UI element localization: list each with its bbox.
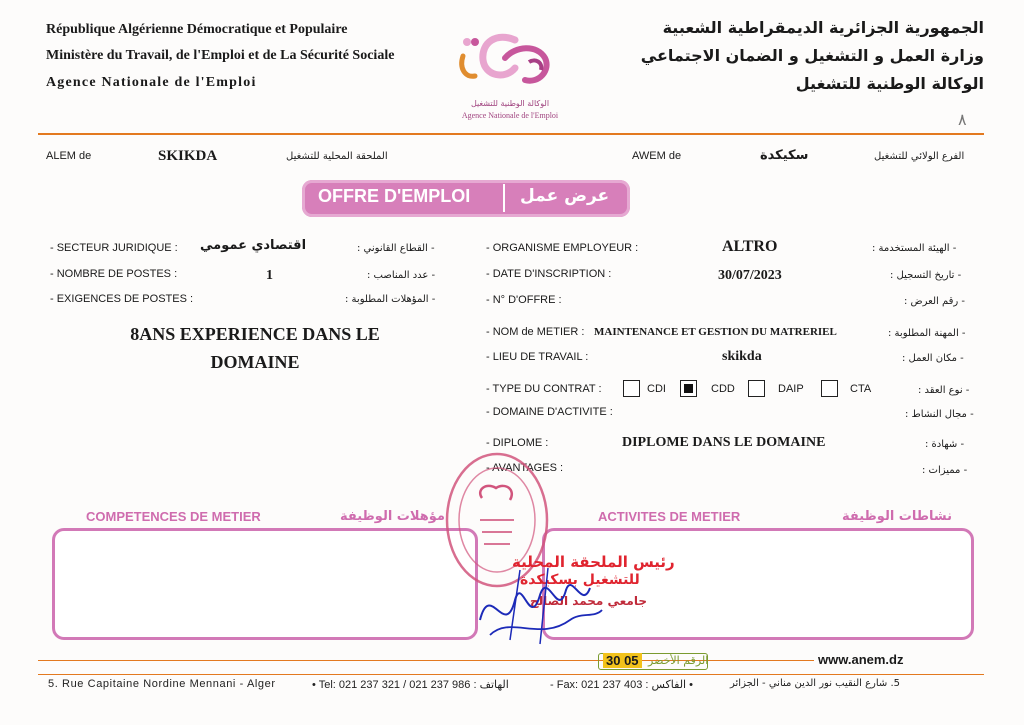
checkbox-daip[interactable] xyxy=(748,380,765,397)
header-fr-line2: Ministère du Travail, de l'Emploi et de La Sécurité Sociale xyxy=(46,48,395,63)
diplome-value: DIPLOME DANS LE DOMAINE xyxy=(622,435,826,450)
contrat-arabic-label: - نوع العقد : xyxy=(918,385,970,396)
activites-title-ar: نشاطات الوظيفة xyxy=(842,509,952,524)
header-divider xyxy=(38,133,984,135)
offre-label: - N° D'OFFRE : xyxy=(486,294,562,306)
footer-divider-2 xyxy=(38,674,984,675)
competences-title-fr: COMPETENCES DE METIER xyxy=(86,509,261,524)
checkbox-cdd[interactable] xyxy=(680,380,697,397)
secteur-arabic-label: - القطاع القانوني : xyxy=(357,243,435,254)
date-label: - DATE D'INSCRIPTION : xyxy=(486,268,612,280)
footer-tel: • Tel: 021 237 321 / 021 237 986 : الهاتف xyxy=(312,679,509,691)
header-ar-line2: وزارة العمل و التشغيل و الضمان الاجتماعي xyxy=(640,46,984,65)
header-fr-line1: République Algérienne Démocratique et Populaire xyxy=(46,22,348,37)
lieu-value: skikda xyxy=(722,349,762,364)
banner-divider xyxy=(503,184,505,212)
metier-value: MAINTENANCE ET GESTION DU MATRERIEL xyxy=(594,326,837,338)
activites-title-fr: ACTIVITES DE METIER xyxy=(598,509,741,524)
alem-label: ALEM de xyxy=(46,150,92,162)
corner-mark: ٨ xyxy=(958,110,967,129)
secteur-value: اقتصادي عمومي xyxy=(200,238,307,253)
green-number: 30 05 xyxy=(603,653,642,668)
checkbox-daip-label: DAIP xyxy=(778,383,804,395)
secteur-label: - SECTEUR JURIDIQUE : xyxy=(50,242,178,254)
checkbox-cta[interactable] xyxy=(821,380,838,397)
alem-value: SKIKDA xyxy=(158,148,218,164)
footer-address-ar: 5. شارع النقيب نور الدين مناني - الجزائر xyxy=(730,678,901,689)
lieu-label: - LIEU DE TRAVAIL : xyxy=(486,351,589,363)
competences-title-ar: مؤهلات الوظيفة xyxy=(340,509,445,524)
lieu-arabic-label: - مكان العمل : xyxy=(902,353,964,364)
footer-address-fr: 5. Rue Capitaine Nordine Mennani - Alger xyxy=(48,678,276,690)
header-ar-line1: الجمهورية الجزائرية الديمقراطية الشعبية xyxy=(662,18,984,37)
date-value: 30/07/2023 xyxy=(718,268,782,283)
domaine-label: - DOMAINE D'ACTIVITE : xyxy=(486,406,613,418)
exigences-value-line1: 8ANS EXPERIENCE DANS LE xyxy=(130,324,380,344)
offre-arabic-label: - رقم العرض : xyxy=(904,296,966,307)
avantages-arabic-label: - مميزات : xyxy=(922,465,968,476)
exigences-label: - EXIGENCES DE POSTES : xyxy=(50,293,194,305)
green-number-label: الرقم الأخضر xyxy=(648,654,709,667)
header-fr-line3: Agence Nationale de l'Emploi xyxy=(46,75,257,90)
exigences-arabic-label: - المؤهلات المطلوبة : xyxy=(345,294,436,305)
postes-label: - NOMBRE DE POSTES : xyxy=(50,268,178,280)
competences-box[interactable] xyxy=(52,528,478,640)
signature-name: جامعي محمد الصالح xyxy=(530,594,648,608)
postes-value: 1 xyxy=(266,268,273,283)
diplome-arabic-label: - شهادة : xyxy=(925,439,965,450)
diplome-label: - DIPLOME : xyxy=(486,437,549,449)
awem-value: سكيكدة xyxy=(760,148,809,163)
alem-arabic-label: الملحقة المحلية للتشغيل xyxy=(286,151,388,162)
header-ar-line3: الوكالة الوطنية للتشغيل xyxy=(795,74,984,93)
anem-logo xyxy=(445,18,575,126)
website[interactable]: www.anem.dz xyxy=(818,652,904,667)
avantages-label: - AVANTAGES : xyxy=(486,462,564,474)
exigences-value-line2: DOMAINE xyxy=(210,352,300,372)
banner-title-ar: عرض عمل xyxy=(520,186,610,206)
organisme-label: - ORGANISME EMPLOYEUR : xyxy=(486,242,639,254)
logo-french-caption: Agence Nationale de l'Emploi xyxy=(461,111,559,120)
footer-fax: - Fax: 021 237 403 : الفاكس • xyxy=(550,679,694,691)
organisme-arabic-label: - الهيئة المستخدمة : xyxy=(872,243,957,254)
metier-label: - NOM de METIER : xyxy=(486,326,585,338)
organisme-value: ALTRO xyxy=(722,238,778,255)
checkbox-cdd-label: CDD xyxy=(711,383,735,395)
checkbox-cdi[interactable] xyxy=(623,380,640,397)
contrat-label: - TYPE DU CONTRAT : xyxy=(486,383,602,395)
signature-title-line2: للتشغيل بسكيكدة xyxy=(520,572,640,588)
logo-arabic-caption: الوكالة الوطنية للتشغيل xyxy=(470,99,550,108)
metier-arabic-label: - المهنة المطلوبة : xyxy=(888,328,966,339)
checkbox-cta-label: CTA xyxy=(850,383,872,395)
date-arabic-label: - تاريخ التسجيل : xyxy=(890,270,962,281)
awem-label: AWEM de xyxy=(632,150,682,162)
postes-arabic-label: - عدد المناصب : xyxy=(367,270,436,281)
domaine-arabic-label: - مجال النشاط : xyxy=(905,409,974,420)
handwritten-signature xyxy=(470,560,610,650)
awem-arabic-label: الفرع الولائي للتشغيل xyxy=(874,151,965,162)
signature-title-line1: رئيس الملحقة المحلية xyxy=(512,553,675,571)
checkbox-cdi-label: CDI xyxy=(647,383,666,395)
banner-title-fr: OFFRE D'EMPLOI xyxy=(318,186,471,206)
